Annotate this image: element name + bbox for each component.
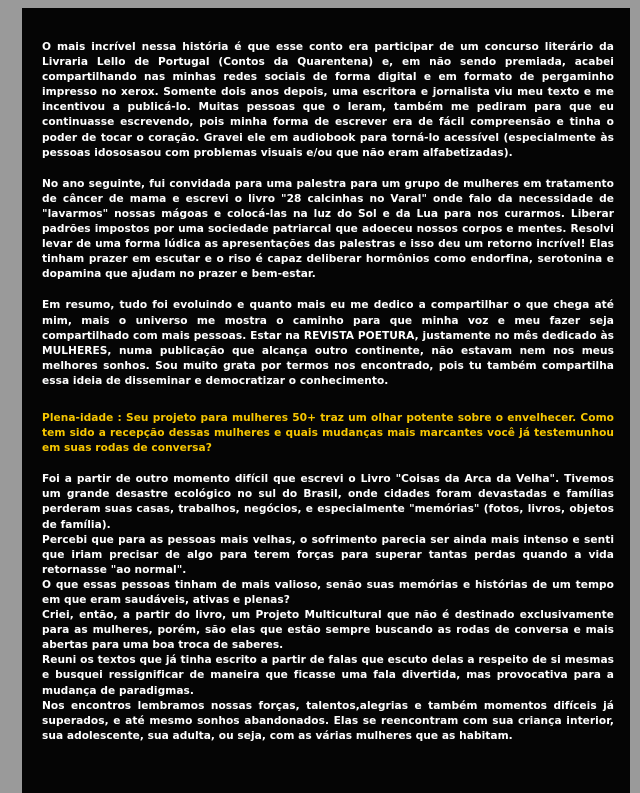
interview-question: Plena-idade : Seu projeto para mulheres 50+ traz um olhar potente sobre o envelhecer. Como tem sido a recepção dessas mulheres e quais mudanças mais marcantes você já testemunhou em suas rodas de conversa? <box>42 411 614 455</box>
paragraph-summary: Em resumo, tudo foi evoluindo e quanto mais eu me dedico a compartilhar o que chega até mim, mais o universo me mostra o caminho para que minha voz e meu fazer seja compartilhado com mais pessoas. Estar na REVISTA POETURA, justamente no mês dedicado às MULHERES, numa publicação que alcança outro continente, não estavam nem nos meus melhores sonhos. Sou muito grata por termos nos encontrado, pois tu também compartilha essa ideia de disseminar e democratizar o conhecimento. <box>42 299 614 387</box>
answer-paragraph: Criei, então, a partir do livro, um Projeto Multicultural que não é destinado exclusivamente para as mulheres, porém, são elas que estão sempre buscando as rodas de conversa e mais abertas para uma boa troca de saberes. <box>42 609 614 652</box>
document-page <box>22 8 630 793</box>
paragraph-lecture: No ano seguinte, fui convidada para uma palestra para um grupo de mulheres em tratamento de câncer de mama e escrevi o livro "28 calcinhas no Varal" onde falo da necessidade de "lavarmos" nossas mágoas e colocá-las na luz do Sol e da Lua para nos curarmos. Liberar padrões impostos por uma sociedade patriarcal que adoeceu nossos corpos e mentes. Resolvi levar de uma forma lúdica as apresentações das palestras e isso deu um retorno incrível! Elas tinham prazer em escutar e o riso é capaz deliberar hormônios como endorfina, serotonina e dopamina que ajudam no prazer e bem-estar. <box>42 177 614 281</box>
answer-paragraph: Reuni os textos que já tinha escrito a partir de falas que escuto delas a respeito de si mesmas e busquei ressignificar de maneira que ficasse uma fala divertida, mas provocativa para a mudança de paradigmas. <box>42 654 614 697</box>
answer-paragraph: Foi a partir de outro momento difícil que escrevi o Livro "Coisas da Arca da Velha". Tivemos um grande desastre ecológico no sul do Brasil, onde cidades foram devastadas e famílias perderam suas casas, trabalhos, negócios, e especialmente "memórias" (fotos, livros, objetos de família). <box>42 473 614 531</box>
answer-paragraph: O que essas pessoas tinham de mais valioso, senão suas memórias e histórias de um tempo em que eram saudáveis, ativas e plenas? <box>42 578 614 606</box>
answer-paragraph: Nos encontros lembramos nossas forças, talentos,alegrias e também momentos difíceis já superados, e até mesmo sonhos abandonados. Elas se reencontram com sua criança interior, sua adolescente, sua adulta, ou seja, com as várias mulheres que as habitam. <box>42 699 614 742</box>
paragraph-contest: O mais incrível nessa história é que esse conto era participar de um concurso literário da Livraria Lello de Portugal (Contos da Quarentena) e, em não sendo premiada, acabei compartilhando nas minhas redes sociais de forma digital e em formato de pergaminho impresso no xerox. Somente dois anos depois, uma escritora e jornalista viu meu texto e me incentivou a publicá-lo. Muitas pessoas que o leram, também me pediram para que eu continuasse escrevendo, pois minha forma de escrever era de fácil compreensão e tinha o poder de tocar o coração. Gravei ele em audiobook para torná-lo acessível (especialmente às pessoas idososasou com problemas visuais e/ou que não eram alfabetizadas). <box>42 41 614 159</box>
interview-answer <box>42 472 614 744</box>
answer-paragraph: Percebi que para as pessoas mais velhas, o sofrimento parecia ser ainda mais intenso e senti que iriam precisar de algo para terem forças para superar tantas perdas quando a vida retornasse "ao normal". <box>42 533 614 576</box>
